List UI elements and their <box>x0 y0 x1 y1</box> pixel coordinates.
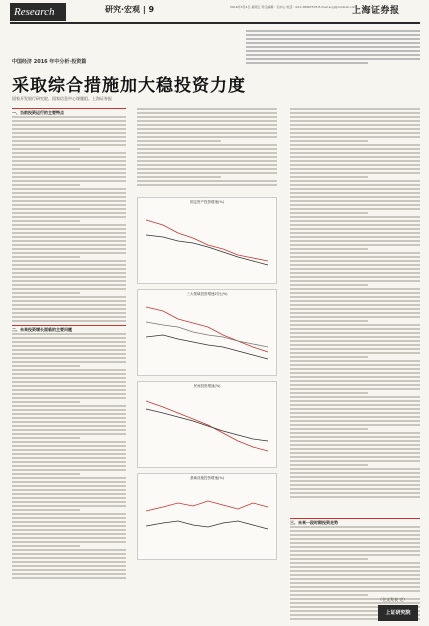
text-line <box>12 485 126 487</box>
text-line <box>12 164 126 166</box>
text-line <box>12 465 126 467</box>
text-line <box>12 509 80 511</box>
text-line <box>12 232 126 234</box>
text-line <box>137 164 277 166</box>
text-line <box>290 344 420 346</box>
text-line <box>12 501 126 503</box>
text-line <box>12 264 126 266</box>
text-line <box>12 525 126 527</box>
text-line <box>12 433 126 435</box>
text-line <box>290 538 420 540</box>
text-line <box>12 300 126 302</box>
text-line <box>12 312 126 314</box>
text-line <box>12 389 126 391</box>
text-line <box>290 212 368 214</box>
text-line <box>290 550 420 552</box>
text-line <box>12 216 126 218</box>
text-line <box>290 144 420 146</box>
text-line <box>12 172 126 174</box>
info-box <box>246 30 420 72</box>
text-line <box>290 460 420 462</box>
text-line <box>290 152 420 154</box>
text-line <box>290 260 420 262</box>
text-line <box>12 573 126 575</box>
text-line <box>290 328 420 330</box>
text-line <box>290 480 420 482</box>
text-line <box>12 220 80 222</box>
text-line <box>290 264 420 266</box>
text-line <box>137 124 277 126</box>
text-line <box>290 582 420 584</box>
text-line <box>290 160 420 162</box>
text-line <box>12 316 126 318</box>
text-line <box>290 172 420 174</box>
text-line <box>290 472 420 474</box>
text-line <box>290 340 420 342</box>
text-line <box>12 489 126 491</box>
text-line <box>137 140 221 142</box>
text-line <box>137 132 277 134</box>
text-line <box>290 332 420 334</box>
text-line <box>290 208 420 210</box>
text-line <box>290 594 368 596</box>
text-line <box>12 341 126 343</box>
text-line <box>12 345 126 347</box>
text-line <box>290 570 420 572</box>
text-line <box>12 120 126 122</box>
text-line <box>12 457 126 459</box>
text-line <box>12 461 126 463</box>
text-line <box>12 152 126 154</box>
column-2 <box>137 108 277 188</box>
text-line <box>290 112 420 114</box>
text-line <box>12 385 126 387</box>
text-line <box>290 156 420 158</box>
text-line <box>137 120 277 122</box>
text-line <box>290 412 420 414</box>
text-line <box>290 578 420 580</box>
text-line <box>290 392 368 394</box>
text-line <box>290 228 420 230</box>
chart-title: 民间投资增速(%) <box>193 384 221 388</box>
text-line <box>290 574 420 576</box>
text-line <box>137 136 277 138</box>
text-line <box>12 449 126 451</box>
text-line <box>12 208 126 210</box>
text-line <box>12 393 126 395</box>
text-line <box>290 120 420 122</box>
text-line <box>12 337 126 339</box>
text-line <box>12 429 126 431</box>
text-line <box>137 152 277 154</box>
chart-3-plot <box>138 389 276 461</box>
text-line <box>290 348 420 350</box>
footer-label: （全文发表 完） <box>378 597 408 602</box>
text-line <box>290 336 420 338</box>
text-line <box>290 216 420 218</box>
section-head: 二、未来投资增长面临的主要问题 <box>12 325 126 333</box>
text-line <box>290 272 420 274</box>
text-line <box>290 296 420 298</box>
text-line <box>12 160 126 162</box>
chart-4 <box>137 473 277 560</box>
text-line <box>12 296 126 298</box>
text-line <box>290 308 420 310</box>
text-line <box>290 136 420 138</box>
text-line <box>12 353 126 355</box>
text-line <box>290 300 420 302</box>
text-line <box>290 488 420 490</box>
text-line <box>290 432 420 434</box>
text-line <box>290 590 420 592</box>
text-line <box>12 176 126 178</box>
text-line <box>12 240 126 242</box>
text-line <box>290 484 420 486</box>
text-line <box>290 188 420 190</box>
text-line <box>290 268 420 270</box>
text-line <box>12 397 126 399</box>
text-line <box>137 148 277 150</box>
text-line <box>12 248 126 250</box>
text-line <box>290 456 420 458</box>
text-line <box>290 372 420 374</box>
text-line <box>12 405 126 407</box>
text-line <box>290 148 420 150</box>
text-line <box>12 244 126 246</box>
text-line <box>12 541 126 543</box>
text-line <box>12 521 126 523</box>
text-line <box>290 428 368 430</box>
text-line <box>12 569 126 571</box>
text-line <box>290 440 420 442</box>
text-line <box>12 481 126 483</box>
text-line <box>12 365 80 367</box>
text-line <box>137 172 277 174</box>
text-line <box>12 288 126 290</box>
text-line <box>12 561 126 563</box>
text-line <box>12 156 126 158</box>
text-line <box>137 156 277 158</box>
text-line <box>12 236 126 238</box>
chart-title: 固定资产投资增速(%) <box>189 200 225 204</box>
text-line <box>12 276 126 278</box>
text-line <box>290 360 420 362</box>
chart-stack <box>137 197 277 573</box>
text-line <box>290 280 420 282</box>
text-line <box>12 136 126 138</box>
section-tag: 研究·宏观 | 9 <box>105 5 155 14</box>
text-line <box>12 304 126 306</box>
text-line <box>290 586 420 588</box>
text-line <box>290 204 420 206</box>
text-line <box>12 144 126 146</box>
text-line <box>12 361 126 363</box>
chart-1 <box>137 197 277 284</box>
text-line <box>290 124 420 126</box>
text-line <box>290 464 368 466</box>
text-line <box>12 272 126 274</box>
text-line <box>290 320 368 322</box>
text-line <box>12 441 126 443</box>
text-line <box>12 565 126 567</box>
text-line <box>290 496 420 498</box>
text-line <box>12 349 126 351</box>
text-line <box>290 400 420 402</box>
chart-1-plot <box>138 205 276 277</box>
text-line <box>12 529 126 531</box>
footer-logo: 上证研究院 <box>378 605 418 621</box>
text-line <box>290 132 420 134</box>
text-line <box>12 533 126 535</box>
text-line <box>12 545 80 547</box>
text-line <box>12 553 126 555</box>
text-line <box>12 192 126 194</box>
text-line <box>290 558 368 560</box>
text-line <box>12 409 126 411</box>
text-line <box>290 324 420 326</box>
text-line <box>290 244 420 246</box>
text-line <box>290 288 420 290</box>
text-line <box>137 112 277 114</box>
text-line <box>290 384 420 386</box>
chart-2-plot <box>138 297 276 369</box>
text-line <box>290 116 420 118</box>
text-line <box>137 180 277 182</box>
text-line <box>12 184 80 186</box>
text-line <box>290 236 420 238</box>
text-line <box>290 566 420 568</box>
text-line <box>12 196 126 198</box>
text-line <box>290 240 420 242</box>
text-line <box>12 513 126 515</box>
text-line <box>12 256 80 258</box>
text-line <box>12 557 126 559</box>
text-line <box>290 444 420 446</box>
text-line <box>12 224 126 226</box>
section-head: 三、未来一段时期投资走势 <box>290 518 420 526</box>
text-line <box>290 164 420 166</box>
text-line <box>290 248 368 250</box>
column-3 <box>290 108 420 500</box>
text-line <box>12 252 126 254</box>
text-line <box>290 224 420 226</box>
text-line <box>12 128 126 130</box>
text-line <box>12 421 126 423</box>
text-line <box>290 424 420 426</box>
text-line <box>290 554 420 556</box>
text-line <box>290 352 420 354</box>
text-line <box>12 212 126 214</box>
text-line <box>290 200 420 202</box>
text-line <box>12 140 126 142</box>
text-line <box>290 276 420 278</box>
text-line <box>290 420 420 422</box>
text-line <box>12 453 126 455</box>
text-line <box>12 357 126 359</box>
text-line <box>12 124 126 126</box>
text-line <box>290 408 420 410</box>
text-line <box>290 192 420 194</box>
text-line <box>12 549 126 551</box>
text-line <box>12 373 126 375</box>
text-line <box>12 445 126 447</box>
text-line <box>12 320 126 322</box>
text-line <box>290 284 368 286</box>
text-line <box>290 534 420 536</box>
chart-2 <box>137 289 277 376</box>
text-line <box>12 517 126 519</box>
text-line <box>290 312 420 314</box>
chart-title: 基础设施投资增速(%) <box>189 476 225 480</box>
text-line <box>12 425 126 427</box>
text-line <box>12 292 80 294</box>
text-line <box>12 260 126 262</box>
text-line <box>290 404 420 406</box>
text-line <box>12 333 126 335</box>
text-line <box>12 377 126 379</box>
text-line <box>12 200 126 202</box>
text-line <box>290 388 420 390</box>
text-line <box>290 140 368 142</box>
text-line <box>12 369 126 371</box>
text-line <box>137 108 277 110</box>
text-line <box>12 473 80 475</box>
text-line <box>290 220 420 222</box>
header-rule <box>10 22 420 24</box>
text-line <box>290 492 420 494</box>
masthead: 上海证券报 <box>352 6 400 16</box>
text-line <box>290 542 420 544</box>
text-line <box>290 180 420 182</box>
text-line <box>12 116 126 118</box>
text-line <box>137 116 277 118</box>
text-line <box>290 232 420 234</box>
text-line <box>12 417 126 419</box>
text-line <box>137 184 277 186</box>
text-line <box>290 546 420 548</box>
text-line <box>290 476 420 478</box>
text-line <box>12 493 126 495</box>
headline: 采取综合措施加大稳投资力度 <box>12 76 246 96</box>
text-line <box>12 477 126 479</box>
text-line <box>12 168 126 170</box>
text-line <box>290 256 420 258</box>
chart-title: 三大领域投资增速对比(%) <box>186 292 228 296</box>
column-1 <box>12 108 126 581</box>
text-line <box>12 308 126 310</box>
text-line <box>290 196 420 198</box>
text-line <box>12 188 126 190</box>
text-line <box>12 148 80 150</box>
text-line <box>290 468 420 470</box>
topic-label: 中国经济 2016 年中分析·投资篇 <box>12 59 87 65</box>
text-line <box>290 380 420 382</box>
section-head: 一、当前投资运行的主要特点 <box>12 108 126 116</box>
text-line <box>12 228 126 230</box>
text-line <box>290 452 420 454</box>
text-line <box>290 562 420 564</box>
text-line <box>290 526 420 528</box>
text-line <box>290 368 420 370</box>
text-line <box>137 160 277 162</box>
text-line <box>12 437 80 439</box>
text-line <box>12 413 126 415</box>
text-line <box>137 168 277 170</box>
text-line <box>137 144 277 146</box>
text-line <box>12 497 126 499</box>
text-line <box>12 204 126 206</box>
research-badge: Research <box>10 3 66 21</box>
text-line <box>290 168 420 170</box>
text-line <box>12 469 126 471</box>
text-line <box>290 436 420 438</box>
text-line <box>12 284 126 286</box>
text-line <box>290 416 420 418</box>
text-line <box>12 401 80 403</box>
text-line <box>137 176 221 178</box>
text-line <box>290 108 420 110</box>
text-line <box>12 537 126 539</box>
text-line <box>290 128 420 130</box>
chart-3 <box>137 381 277 468</box>
text-line <box>290 364 420 366</box>
text-line <box>12 505 126 507</box>
text-line <box>290 396 420 398</box>
text-line <box>12 132 126 134</box>
text-line <box>290 184 420 186</box>
text-line <box>290 530 420 532</box>
text-line <box>12 268 126 270</box>
text-line <box>290 316 420 318</box>
byline: 国家开发银行研究院、国家信息中心课题组、上海证券报 <box>12 96 112 101</box>
text-line <box>290 176 368 178</box>
text-line <box>290 304 420 306</box>
text-line <box>290 376 420 378</box>
chart-4-plot <box>138 481 276 553</box>
text-line <box>290 252 420 254</box>
text-line <box>290 292 420 294</box>
text-line <box>12 180 126 182</box>
text-line <box>12 381 126 383</box>
text-line <box>137 128 277 130</box>
text-line <box>12 577 126 579</box>
text-line <box>290 356 368 358</box>
text-line <box>290 448 420 450</box>
date-line: 2016年3月4日 星期五 责任编辑：毛中山 电话：021-38967576 E-mail:scyj@cnstock.com <box>230 5 357 9</box>
text-line <box>12 280 126 282</box>
